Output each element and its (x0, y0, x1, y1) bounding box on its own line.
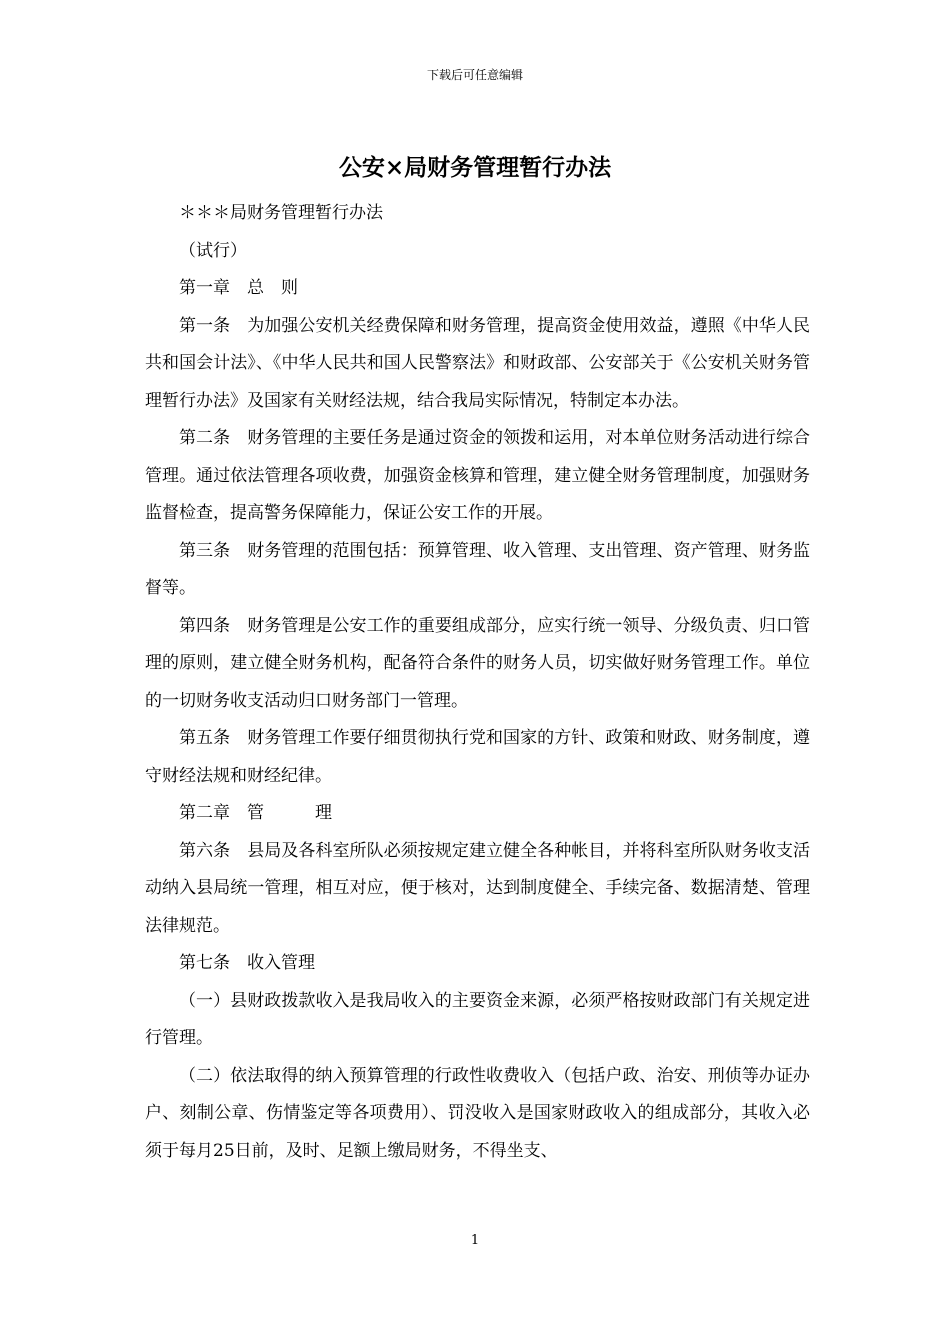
article-7-item-2: （二）依法取得的纳入预算管理的行政性收费收入（包括户政、治安、刑侦等办证办户、刻制公章、伤情鉴定等各项费用）、罚没收入是国家财政收入的组成部分，其收入必须于每月25日前，及时、足额上缴局财务，不得坐支、 (145, 1065, 810, 1161)
page-number: 1 (470, 1233, 480, 1248)
paragraph-subtitle: ＊＊＊局财务管理暂行办法 (179, 203, 383, 223)
article-6: 第六条 县局及各科室所队必须按规定建立健全各种帐目，并将科室所队财务收支活动纳入县局统一管理，相互对应，便于核对，达到制度健全、手续完备、数据清楚、管理法律规范。 (145, 840, 810, 936)
article-1: 第一条 为加强公安机关经费保障和财务管理，提高资金使用效益，遵照《中华人民共和国会计法》、《中华人民共和国人民警察法》和财政部、公安部关于《公安机关财务管理暂行办法》及国家有关财经法规，结合我局实际情况，特制定本办法。 (145, 315, 810, 411)
chapter-1-heading: 第一章 总 则 (179, 278, 298, 298)
page-header-note: 下载后可任意编辑 (426, 68, 523, 82)
chapter-2-heading: 第二章 管 理 (179, 803, 332, 823)
article-7-item-1: （一）县财政拨款收入是我局收入的主要资金来源，必须严格按财政部门有关规定进行管理。 (145, 990, 810, 1048)
paragraph-trial-note: （试行） (179, 240, 247, 261)
article-5: 第五条 财务管理工作要仔细贯彻执行党和国家的方针、政策和财政、财务制度，遵守财经法规和财经纪律。 (145, 728, 810, 786)
article-4: 第四条 财务管理是公安工作的重要组成部分，应实行统一领导、分级负责、归口管理的原则，建立健全财务机构，配备符合条件的财务人员，切实做好财务管理工作。单位的一切财务收支活动归口财务部门一管理。 (145, 615, 810, 711)
document-title: 公安×局财务管理暂行办法 (338, 154, 612, 181)
article-3: 第三条 财务管理的范围包括：预算管理、收入管理、支出管理、资产管理、财务监督等。 (145, 540, 810, 598)
document-body (145, 195, 810, 1170)
article-7-heading: 第七条 收入管理 (179, 953, 315, 973)
article-2: 第二条 财务管理的主要任务是通过资金的领拨和运用，对本单位财务活动进行综合管理。通过依法管理各项收费，加强资金核算和管理，建立健全财务管理制度，加强财务监督检查，提高警务保障能力，保证公安工作的开展。 (145, 428, 810, 523)
